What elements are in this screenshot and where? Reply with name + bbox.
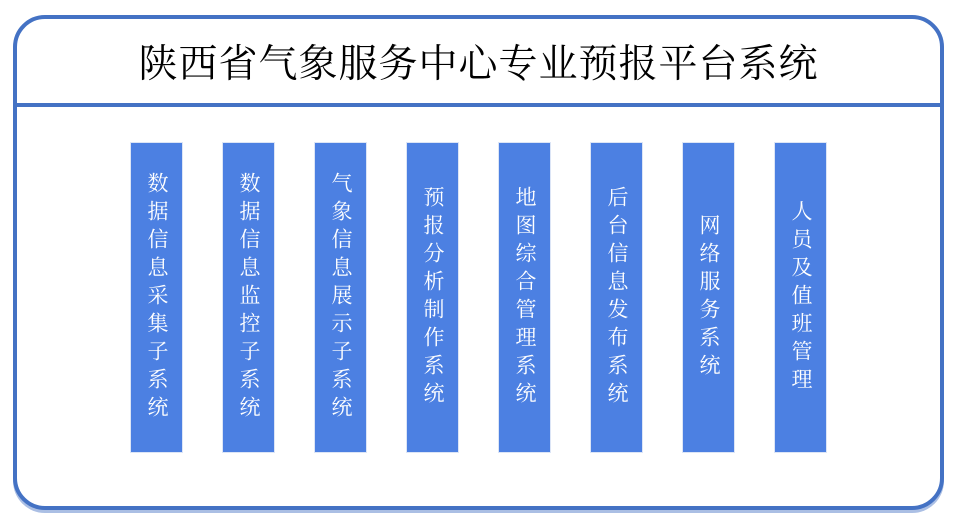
- subsystem-bar: [407, 143, 458, 452]
- platform-diagram-frame: [13, 15, 944, 510]
- subsystem-bar-label: 人员及值班管理: [789, 199, 813, 396]
- subsystem-bar: [683, 143, 734, 452]
- subsystem-bar-label: 网络服务系统: [697, 213, 721, 382]
- subsystem-bar: [591, 143, 642, 452]
- subsystem-bar-label: 地图综合管理系统: [513, 185, 537, 410]
- diagram-title: 陕西省气象服务中心专业预报平台系统: [138, 43, 819, 86]
- subsystem-bar-label: 数据信息采集子系统: [145, 171, 169, 424]
- subsystem-bar-label: 后台信息发布系统: [605, 185, 629, 410]
- diagram-header: [17, 19, 940, 103]
- subsystem-bar-label: 预报分析制作系统: [421, 185, 445, 410]
- subsystem-bar-label: 数据信息监控子系统: [237, 171, 261, 424]
- subsystem-bar: [131, 143, 182, 452]
- subsystem-bar: [775, 143, 826, 452]
- subsystem-bar-label: 气象信息展示子系统: [329, 171, 353, 424]
- subsystem-bar: [499, 143, 550, 452]
- subsystem-bar: [315, 143, 366, 452]
- header-divider: [17, 103, 940, 107]
- subsystem-bar: [223, 143, 274, 452]
- subsystem-bars-row: [17, 143, 940, 452]
